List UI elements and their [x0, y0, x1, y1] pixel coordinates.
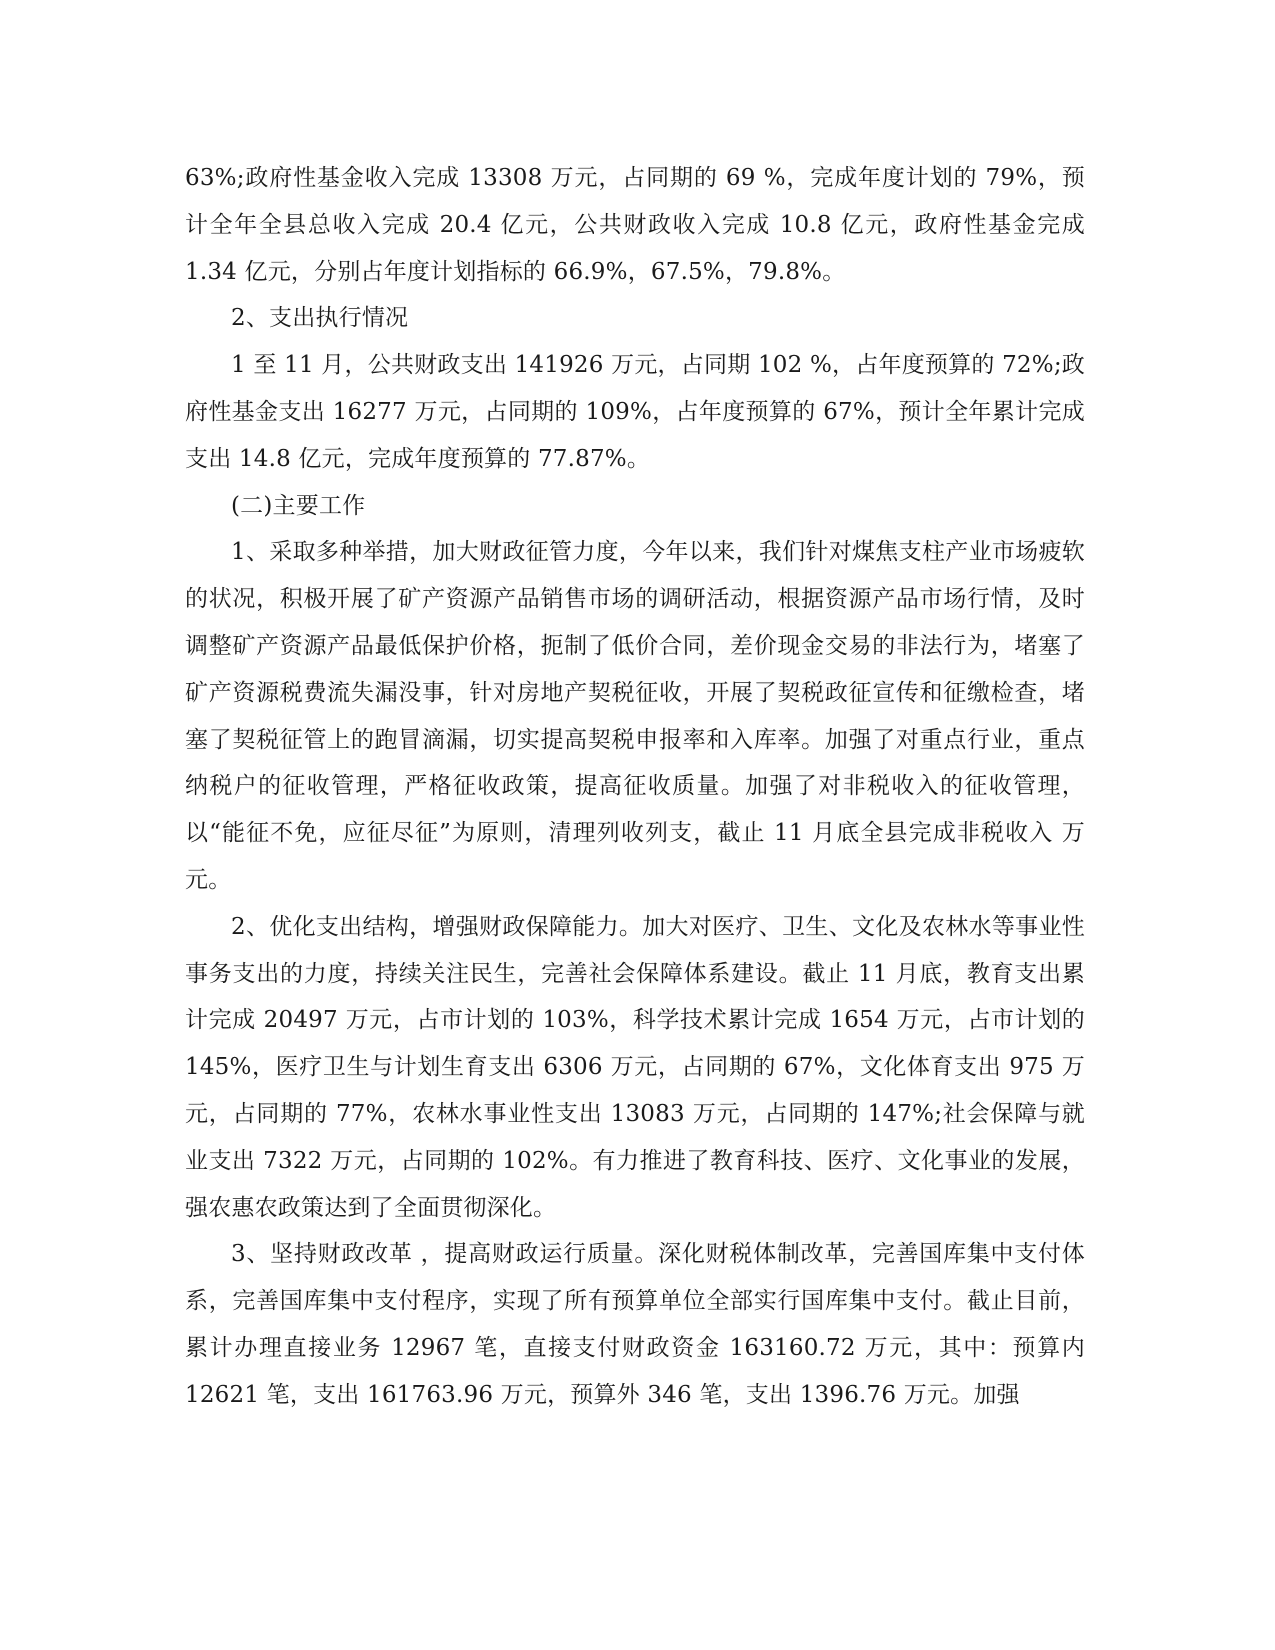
paragraph-tax-collection: 1、采取多种举措，加大财政征管力度，今年以来，我们针对煤焦支柱产业市场疲软的状况，积极开展了矿产资源产品销售市场的调研活动，根据资源产品市场行情，及时调整矿产资源产品最低保护价格，扼制了低价合同，差价现金交易的非法行为，堵塞了矿产资源税费流失漏没事，针对房地产契税征收，开展了契税政征宣传和征缴检查，堵塞了契税征管上的跑冒滴漏，切实提高契税申报率和入库率。加强了对重点行业，重点纳税户的征收管理，严格征收政策，提高征收质量。加强了对非税收入的征收管理，以“能征不免，应征尽征”为原则，清理列收列支，截止 11 月底全县完成非税收入 万元。 — [185, 539, 1085, 893]
paragraph-revenue-summary: 63%;政府性基金收入完成 13308 万元，占同期的 69 %，完成年度计划的 79%，预计全年全县总收入完成 20.4 亿元，公共财政收入完成 10.8 亿元，政府性基金完成 1.34 亿元，分别占年度计划指标的 66.9%，67.5%，79.8%。 — [185, 165, 1085, 285]
paragraph-expenditure-details: 1 至 11 月，公共财政支出 141926 万元，占同期 102 %，占年度预算的 72%;政府性基金支出 16277 万元，占同期的 109%，占年度预算的 67%，预计全年累计完成支出 14.8 亿元，完成年度预算的 77.87%。 — [185, 352, 1085, 472]
heading-main-work: (二)主要工作 — [231, 492, 366, 519]
paragraph-fiscal-reform: 3、坚持财政改革 ，提高财政运行质量。深化财税体制改革，完善国库集中支付体系，完善国库集中支付程序，实现了所有预算单位全部实行国库集中支付。截止目前，累计办理直接业务 12967 笔，直接支付财政资金 163160.72 万元，其中：预算内 12621 笔，支出 161763.96 万元，预算外 346 笔，支出 1396.76 万元。加强 — [185, 1241, 1085, 1408]
paragraph-expenditure-structure: 2、优化支出结构，增强财政保障能力。加大对医疗、卫生、文化及农林水等事业性事务支出的力度，持续关注民生，完善社会保障体系建设。截止 11 月底，教育支出累计完成 20497 万元，占市计划的 103%，科学技术累计完成 1654 万元，占市计划的 145%，医疗卫生与计划生育支出 6306 万元，占同期的 67%，文化体育支出 975 万元，占同期的 77%，农林水事业性支出 13083 万元，占同期的 147%;社会保障与就业支出 7322 万元，占同期的 102%。有力推进了教育科技、医疗、文化事业的发展，强农惠农政策达到了全面贯彻深化。 — [185, 913, 1085, 1221]
heading-expenditure-execution: 2、支出执行情况 — [231, 305, 409, 332]
document-body — [185, 155, 1085, 1419]
